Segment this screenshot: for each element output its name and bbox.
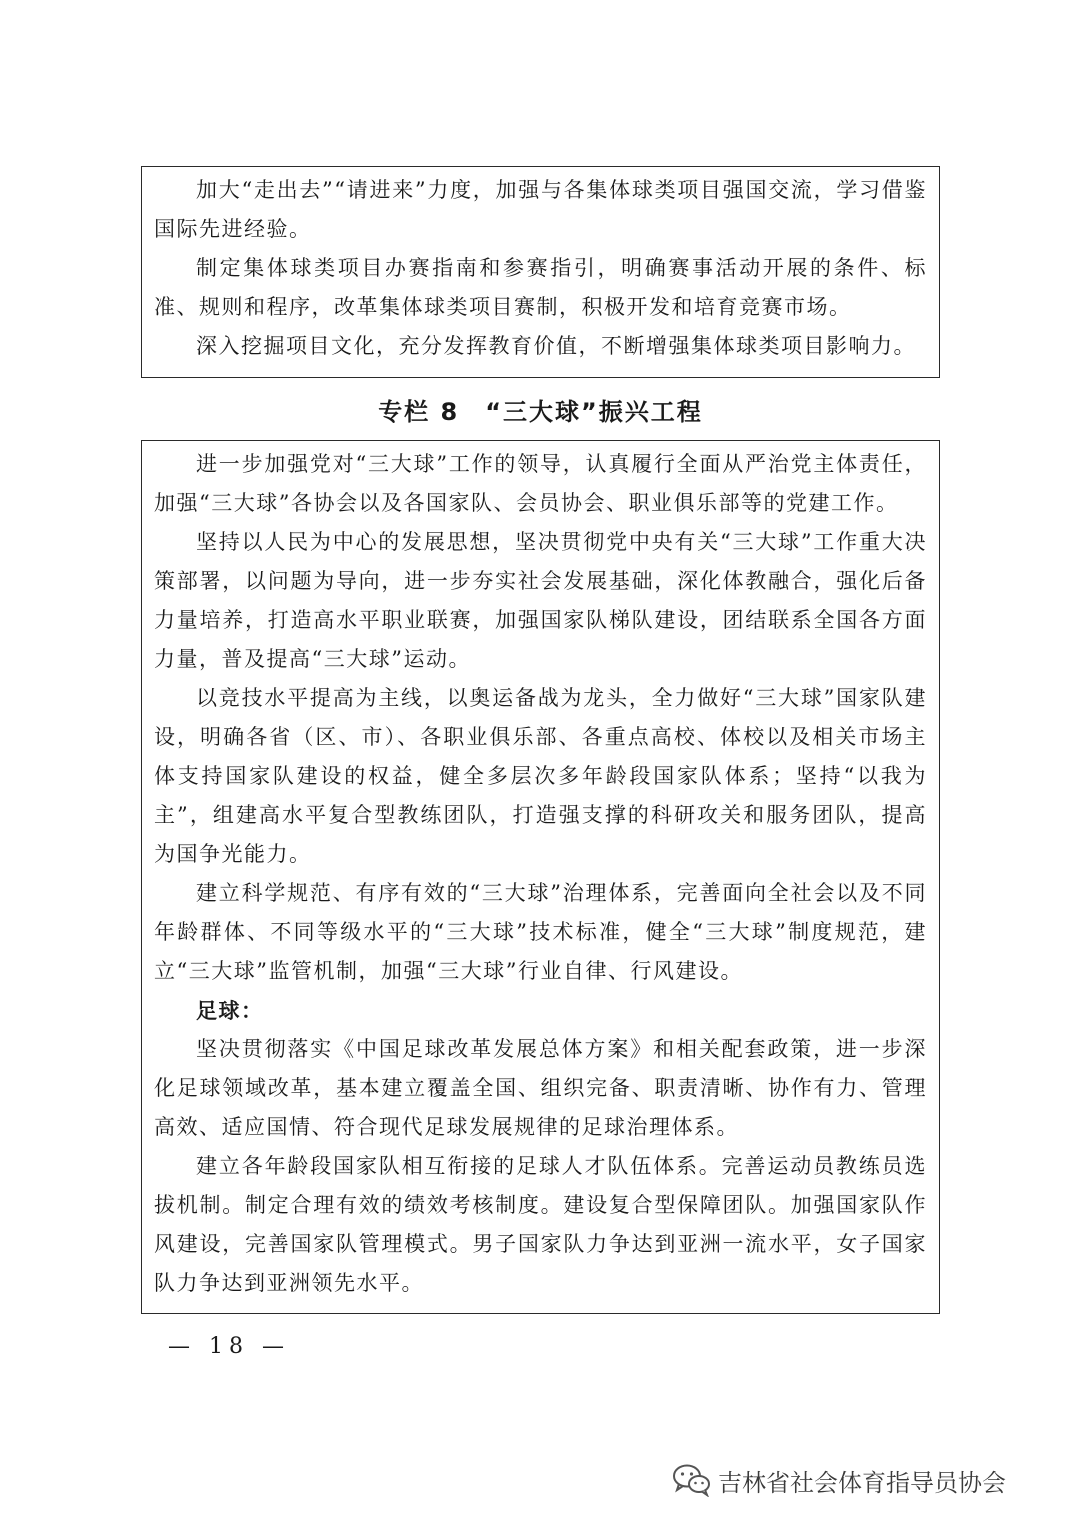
watermark-text: 吉林省社会体育指导员协会 (718, 1468, 1006, 1497)
paragraph: 制定集体球类项目办赛指南和参赛指引，明确赛事活动开展的条件、标准、规则和程序，改革集体球类项目赛制，积极开发和培育竞赛市场。 (154, 256, 927, 319)
paragraph: 深入挖掘项目文化，充分发挥教育价值，不断增强集体球类项目影响力。 (196, 334, 916, 358)
paragraph: 建立各年龄段国家队相互衔接的足球人才队伍体系。完善运动员教练员选拔机制。制定合理有效的绩效考核制度。建设复合型保障团队。加强国家队作风建设，完善国家队管理模式。男子国家队力争达到亚洲一流水平，女子国家队力争达到亚洲领先水平。 (154, 1154, 927, 1295)
football-heading: 足球： (196, 998, 264, 1023)
column-title: 专栏 8 “三大球”振兴工程 (378, 398, 703, 426)
paragraph: 坚决贯彻落实《中国足球改革发展总体方案》和相关配套政策，进一步深化足球领域改革，基本建立覆盖全国、组织完备、职责清晰、协作有力、管理高效、适应国情、符合现代足球发展规律的足球治理体系。 (154, 1037, 927, 1139)
wechat-icon (672, 1463, 712, 1497)
paragraph: 加大“走出去”“请进来”力度，加强与各集体球类项目强国交流，学习借鉴国际先进经验。 (154, 178, 927, 241)
watermark (672, 1460, 1006, 1500)
paragraph: 以竞技水平提高为主线，以奥运备战为龙头，全力做好“三大球”国家队建设，明确各省（区、市）、各职业俱乐部、各重点高校、体校以及相关市场主体支持国家队建设的权益，健全多层次多年龄段国家队体系；坚持“以我为主”，组建高水平复合型教练团队，打造强支撑的科研攻关和服务团队，提高为国争光能力。 (154, 686, 927, 866)
paragraph: 坚持以人民为中心的发展思想，坚决贯彻党中央有关“三大球”工作重大决策部署，以问题为导向，进一步夯实社会发展基础，深化体教融合，强化后备力量培养，打造高水平职业联赛，加强国家队梯队建设，团结联系全国各方面力量，普及提高“三大球”运动。 (154, 530, 927, 671)
paragraph: 进一步加强党对“三大球”工作的领导，认真履行全面从严治党主体责任，加强“三大球”各协会以及各国家队、会员协会、职业俱乐部等的党建工作。 (154, 452, 927, 515)
text-box-main (141, 440, 940, 1314)
text-box-top (141, 166, 940, 378)
page-number: — 18 — (168, 1334, 290, 1359)
paragraph: 建立科学规范、有序有效的“三大球”治理体系，完善面向全社会以及不同年龄群体、不同等级水平的“三大球”技术标准，健全“三大球”制度规范，建立“三大球”监管机制，加强“三大球”行业自律、行风建设。 (154, 881, 927, 983)
